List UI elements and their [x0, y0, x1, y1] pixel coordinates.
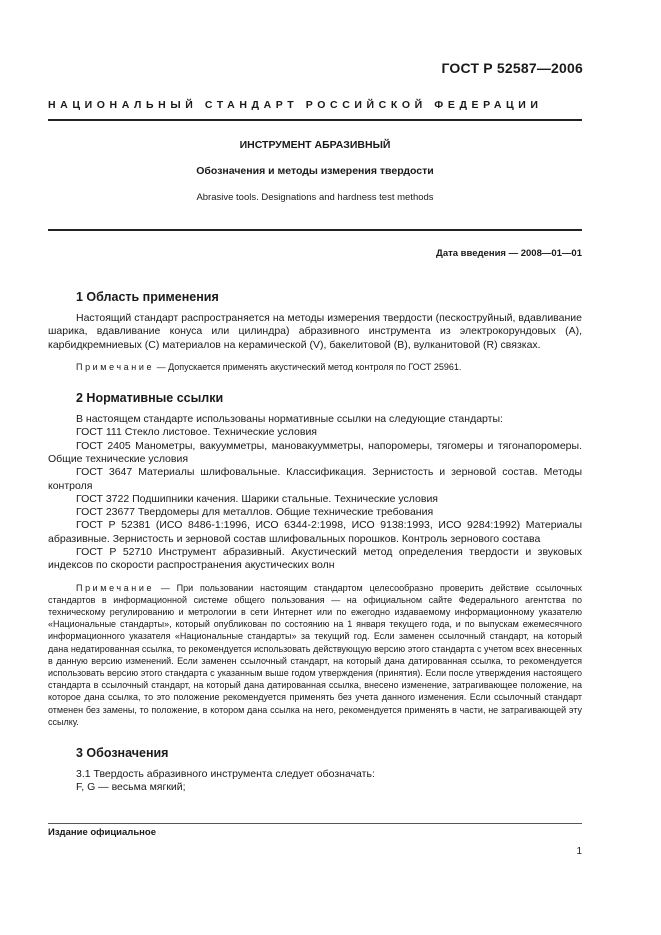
top-rule [48, 119, 582, 121]
section-3-heading: 3 Обозначения [76, 746, 169, 761]
section-1-paragraph: Настоящий стандарт распространяется на методы измерения твердости (пескоструйный, вдавливание шарика, вдавливание конуса или цилиндра) абразивного инструмента из электрокорундовых (А), карбидкремниевых (С) материалов на керамической (V), бакелитовой (В), вулканитовой (R) связках. [48, 312, 582, 351]
reference-item: ГОСТ Р 52381 (ИСО 8486-1:1996, ИСО 6344-2:1998, ИСО 9138:1993, ИСО 9284:1992) Материалы абразивные. Зернистость и зерновой состав шлифовальных порошков. Контроль зернового состава [48, 519, 582, 545]
document-body [48, 288, 582, 795]
reference-item: ГОСТ 3647 Материалы шлифовальные. Классификация. Зернистость и зерновой состав. Методы контроля [48, 466, 582, 492]
title-bottom-rule [48, 229, 582, 231]
note-text: — Допускается применять акустический метод контроля по ГОСТ 25961. [154, 361, 462, 372]
reference-item: ГОСТ 2405 Манометры, вакуумметры, мановакуумметры, напоромеры, тягомеры и тягонапоромеры. Общие технические условия [48, 439, 582, 465]
section-3-paragraph: 3.1 Твердость абразивного инструмента следует обозначать: [76, 768, 375, 781]
reference-item: ГОСТ Р 52710 Инструмент абразивный. Акустический метод определения твердости и звуковых индексов по скорости распространения акустических волн [48, 546, 582, 572]
section-1-note [48, 361, 582, 373]
reference-item: ГОСТ 23677 Твердомеры для металлов. Общие технические требования [76, 506, 434, 519]
document-title: ИНСТРУМЕНТ АБРАЗИВНЫЙ [239, 139, 391, 151]
document-title-english: Abrasive tools. Designations and hardness test methods [196, 192, 434, 203]
section-2-intro: В настоящем стандарте использованы нормативные ссылки на следующие стандарты: [76, 413, 503, 426]
section-2-heading: 2 Нормативные ссылки [76, 391, 224, 406]
note-label: Примечание [76, 582, 155, 593]
note-label: Примечание [76, 361, 155, 372]
section-2-note [48, 582, 582, 728]
section-1-heading: 1 Область применения [76, 290, 219, 304]
official-edition-label: Издание официальное [48, 827, 156, 838]
document-subtitle: Обозначения и методы измерения твердости [196, 165, 434, 177]
footer-rule [48, 823, 582, 824]
section-3-item: F, G — весьма мягкий; [76, 781, 186, 794]
standard-type-header: НАЦИОНАЛЬНЫЙ СТАНДАРТ РОССИЙСКОЙ ФЕДЕРАЦИИ [48, 99, 543, 111]
note-text: — При пользовании настоящим стандартом целесообразно проверить действие ссылочных стандартов в информационной системе общего пользования — на официальном сайте Федерального агентства по техническому регулированию и метрологии в сети Интернет или по ежегодно издаваемому информационному указателю «Национальные стандарты», который опубликован по состоянию на 1 января текущего года, и по выпускам ежемесячного информационного указателя «Национальные стандарты» за текущий год. Если заменен ссылочный стандарт, на который дана недатированная ссылка, то рекомендуется использовать действующую версию этого стандарта с учетом всех внесенных в данную версию изменений. Если заменен ссылочный стандарт, на который дана датированная ссылка, то рекомендуется использовать версию этого стандарта с указанным выше годом утверждения (принятия). Если после утверждения настоящего стандарта в ссылочный стандарт, на который дана датированная ссылка, внесено изменение, затрагивающее положение, на которое дана ссылка, то это положение рекомендуется применять без учета данного изменения. Если ссылочный стандарт отменен без замены, то положение, в котором дана ссылка на него, рекомендуется применять в части, не затрагивающей эту ссылку. [48, 582, 582, 727]
introduction-date: Дата введения — 2008—01—01 [436, 248, 582, 259]
reference-item: ГОСТ 3722 Подшипники качения. Шарики стальные. Технические условия [76, 492, 438, 505]
page-number: 1 [576, 846, 582, 857]
standard-code: ГОСТ Р 52587—2006 [441, 60, 583, 76]
reference-item: ГОСТ 111 Стекло листовое. Технические условия [76, 426, 317, 439]
